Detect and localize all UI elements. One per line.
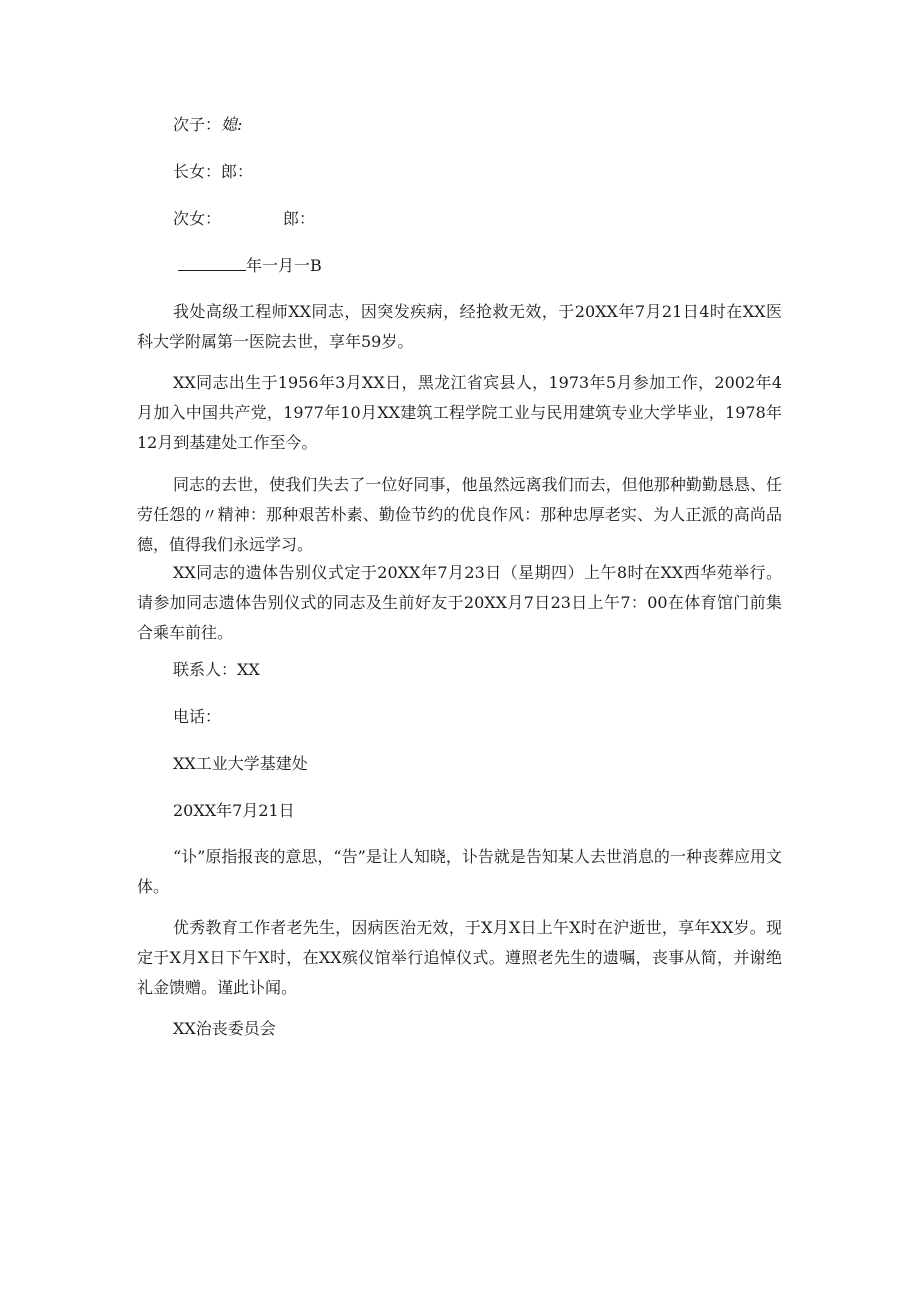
obituary-paragraph-3: 同志的去世，使我们失去了一位好同事，他虽然远离我们而去，但他那种勤勤恳恳、任劳任怨的〃精神：那种艰苦朴素、勤俭节约的优良作风：那种忠厚老实、为人正派的高尚品德，值得我们永远学习。 <box>137 475 782 554</box>
signature-line: XX治丧委员会 <box>173 1019 276 1038</box>
eldest-daughter-line: 长女：郎： <box>173 162 254 181</box>
notice-paragraph-1: “讣”原指报丧的意思，“告”是让人知晓，讣告就是告知某人去世消息的一种丧葬应用文体。 <box>137 847 782 896</box>
second-son-line <box>173 115 242 135</box>
date-blank <box>178 256 246 271</box>
contact-line: 联系人：XX <box>173 660 260 679</box>
obituary-paragraph-4: XX同志的遗体告别仪式定于20XX年7月23日（星期四）上午8时在XX西华苑举行。请参加同志遗体告别仪式的同志及生前好友于20XX月7日23日上午7：00在体育馆门前集合乘车前往。 <box>137 563 782 642</box>
obituary-paragraph-2: XX同志出生于1956年3月XX日，黑龙江省宾县人，1973年5月参加工作，2002年4月加入中国共产党，1977年10月XX建筑工程学院工业与民用建筑专业大学毕业，1978年12月到基建处工作至今。 <box>137 373 782 452</box>
second-son-spouse: 媳: <box>221 115 243 134</box>
notice-paragraph-2: 优秀教育工作者老先生，因病医治无效，于X月X日上午X时在沪逝世，享年XX岁。现定于X月X日下午X时，在XX殡仪馆举行追悼仪式。遵照老先生的遗嘱，丧事从简，并谢绝礼金馈赠。谨此讣闻。 <box>137 918 782 997</box>
date-template-line <box>178 256 322 276</box>
date-template: 年一月一B <box>246 256 322 275</box>
organization-line: XX工业大学基建处 <box>173 754 308 773</box>
date-line: 20XX年7月21日 <box>173 801 295 820</box>
obituary-paragraph-1: 我处高级工程师XX同志，因突发疾病，经抢救无效，于20XX年7月21日4时在XX医科大学附属第一医院去世，享年59岁。 <box>137 302 782 351</box>
second-daughter-spouse: 郎： <box>283 209 316 228</box>
second-daughter-line <box>173 209 315 229</box>
phone-line: 电话： <box>173 707 222 726</box>
second-son-label: 次子： <box>173 115 222 134</box>
second-daughter-label: 次女： <box>173 209 222 228</box>
